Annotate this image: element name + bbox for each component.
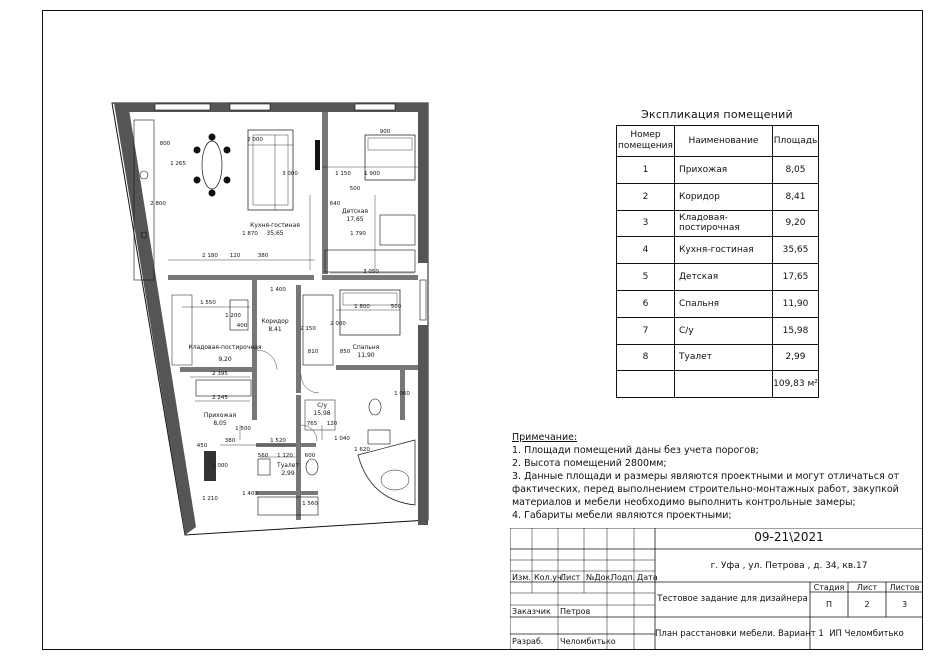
svg-text:11,90 — [357, 352, 374, 359]
dim-label: 1 500 — [235, 426, 251, 432]
dim-label: 120 — [326, 421, 338, 427]
wall-bedroom-bottom — [336, 365, 418, 370]
wall-kitchen-bottom — [168, 275, 314, 280]
dim-label: 1 790 — [350, 231, 366, 237]
wall-child-bottom — [322, 275, 418, 280]
tv-stand — [315, 140, 320, 170]
room-number: 4 — [617, 237, 675, 264]
svg-text:2,99 — [281, 470, 295, 477]
wall-wc-bottom — [256, 491, 318, 495]
dim-label: 2 000 — [330, 321, 346, 327]
room-area: 17,65 — [346, 216, 364, 223]
customer-label: Заказчик — [512, 607, 551, 616]
title-block — [510, 528, 923, 650]
room-name: Спальня — [675, 290, 773, 317]
room-number: 6 — [617, 290, 675, 317]
developer-name: Челомбитько — [560, 637, 616, 646]
dim-label: 1 870 — [242, 231, 258, 237]
room-name: Детская — [675, 264, 773, 291]
explication-title: Экспликация помещений — [641, 108, 793, 121]
dim-label: 1 120 — [277, 453, 293, 459]
table-header-row — [617, 126, 819, 157]
dim-label: 1 400 — [270, 287, 286, 293]
room-area: 17,65 — [773, 264, 819, 291]
room-name: Прихожая — [203, 412, 237, 419]
sign-col-header: Подп. — [611, 573, 636, 582]
note-line: материалов и мебели необходимо выполнить контрольные замеры; — [512, 497, 856, 508]
room-area: 8,41 — [268, 326, 282, 333]
dim-label: 850 — [339, 349, 351, 355]
bath-sink — [368, 430, 390, 444]
room-area: 35,65 — [773, 237, 819, 264]
room-area: 8,41 — [773, 183, 819, 210]
room-area: 8,05 — [213, 420, 227, 427]
dim-label: 1 265 — [170, 161, 186, 167]
dim-label: 1 520 — [270, 438, 286, 444]
room-area: 2,99 — [281, 470, 295, 477]
dim-label: 2 800 — [150, 201, 166, 207]
dim-label: 120 — [229, 253, 241, 259]
window-top-2 — [230, 104, 270, 110]
room-number: 2 — [617, 183, 675, 210]
table-total-row — [617, 371, 819, 398]
sheets-value: 3 — [901, 600, 908, 609]
svg-text:35,65 — [266, 230, 283, 237]
sink-icon — [140, 171, 148, 179]
svg-text:Прихожая — [204, 412, 237, 419]
svg-text:Туалет — [276, 462, 299, 469]
table-row — [617, 317, 819, 344]
company-name: ИП Челомбитько — [829, 629, 904, 639]
note-line: фактических, перед выполнением строительно-монтажных работ, закупкой — [512, 484, 899, 495]
room-name: Кладовая-постирочная — [675, 210, 773, 237]
bed — [340, 290, 400, 335]
dim-label: 600 — [304, 453, 316, 459]
customer-name: Петров — [560, 607, 591, 616]
svg-text:Детская — [342, 208, 368, 215]
dim-label: 810 — [307, 349, 319, 355]
dim-label: 1 040 — [334, 436, 350, 442]
dim-label: 800 — [159, 141, 171, 147]
room-name: Прихожая — [675, 157, 773, 184]
child-desk — [380, 215, 415, 245]
notes-block — [512, 431, 912, 522]
project-name: Тестовое задание для дизайнера — [657, 594, 808, 604]
room-number: 7 — [617, 317, 675, 344]
table-row — [617, 210, 819, 237]
dim-label: 560 — [257, 453, 269, 459]
dim-label: 1 210 — [202, 496, 218, 502]
table-row — [617, 183, 819, 210]
wall-right — [418, 103, 428, 263]
door-corridor — [257, 350, 277, 370]
note-line: 2. Высота помещений 2800мм; — [512, 458, 667, 469]
room-name: Туалет — [675, 344, 773, 371]
sheets-label: Листов — [889, 583, 920, 592]
dim-label: 380 — [224, 438, 236, 444]
window-right — [420, 280, 426, 320]
dim-label: 400 — [236, 323, 248, 329]
header-number: Номер помещения — [617, 126, 675, 157]
dim-label: 1 560 — [302, 501, 318, 507]
dim-label: 380 — [257, 253, 269, 259]
wall-wc-left — [296, 395, 301, 520]
table-row — [617, 290, 819, 317]
room-number: 1 — [617, 157, 675, 184]
wall-right-lower — [418, 325, 428, 525]
floor-plan — [100, 95, 435, 545]
doc-col-header: №Док. — [586, 573, 613, 582]
dim-label: 640 — [329, 201, 341, 207]
room-name: С/у — [317, 402, 327, 409]
room-area: 9,20 — [218, 356, 232, 363]
room-name: Кухня-гостиная — [250, 222, 300, 229]
total-area: 109,83 м² — [773, 371, 819, 398]
dim-label: 1 060 — [394, 391, 410, 397]
svg-text:17,65 — [346, 216, 363, 223]
dim-label: 900 — [379, 129, 391, 135]
wc-toilet — [306, 459, 318, 475]
room-name: Кладовая-постирочная — [188, 344, 262, 351]
window-top-3 — [355, 104, 395, 110]
svg-text:8,05 — [213, 420, 227, 427]
dim-label: 2 245 — [212, 395, 228, 401]
room-area: 9,20 — [773, 210, 819, 237]
dining-table — [202, 141, 222, 189]
sheet-value: 2 — [864, 600, 870, 609]
dim-label: 1 200 — [225, 313, 241, 319]
room-name: Коридор — [261, 318, 289, 325]
dim-label: 1 620 — [354, 447, 370, 453]
note-line: 4. Габариты мебели являются проектными; — [512, 510, 732, 521]
table-row — [617, 264, 819, 291]
svg-text:8,41 — [268, 326, 282, 333]
svg-text:С/у — [317, 402, 327, 409]
dim-label: 3 050 — [363, 269, 379, 275]
dim-label: 3 000 — [282, 171, 298, 177]
room-area: 8,05 — [773, 157, 819, 184]
svg-text:Коридор — [261, 318, 288, 325]
dim-label: 1 150 — [335, 171, 351, 177]
room-area: 2,99 — [773, 344, 819, 371]
dim-label: 500 — [349, 186, 361, 192]
date-col-header: Дата — [637, 573, 658, 582]
room-number: 5 — [617, 264, 675, 291]
dim-label: 1 800 — [354, 304, 370, 310]
table-row — [617, 344, 819, 371]
room-area: 11,90 — [357, 352, 375, 359]
room-name: С/у — [675, 317, 773, 344]
notes-title: Примечание: — [512, 432, 578, 443]
table-row — [617, 157, 819, 184]
room-area: 15,98 — [773, 317, 819, 344]
developer-label: Разраб. — [512, 637, 544, 646]
dim-label: 1 550 — [200, 300, 216, 306]
hall-wardrobe — [196, 380, 251, 396]
dim-label: 1 400 — [242, 491, 258, 497]
wall-kitchen-child — [322, 112, 328, 274]
wc-sink — [258, 459, 270, 475]
svg-text:Кладовая-постирочная — [188, 344, 261, 351]
drawing-name: План расстановки мебели. Вариант 1 — [655, 629, 824, 639]
note-line: 1. Площади помещений даны без учета порогов; — [512, 445, 759, 456]
svg-text:Спальня — [353, 344, 380, 351]
rev-col-header: Изм. — [512, 573, 531, 582]
svg-text:15,98 — [313, 410, 330, 417]
room-name: Кухня-гостиная — [675, 237, 773, 264]
room-area: 11,90 — [773, 290, 819, 317]
dim-label: 2 180 — [202, 253, 218, 259]
wall-bedroom-left — [296, 285, 301, 393]
dim-label: 500 — [390, 304, 402, 310]
project-address: г. Уфа , ул. Петрова , д. 34, кв.17 — [710, 561, 868, 571]
dim-label: 1 900 — [364, 171, 380, 177]
sheet-col-header: Лист — [560, 573, 581, 582]
room-area: 35,65 — [266, 230, 284, 237]
stage-value: П — [825, 600, 832, 609]
header-name: Наименование — [675, 126, 773, 157]
note-line: 3. Данные площади и размеры являются проектными и могут отличаться от — [512, 471, 900, 482]
bath-toilet — [369, 399, 381, 415]
svg-text:Кухня-гостиная — [250, 222, 300, 229]
header-area: Площадь — [773, 126, 819, 157]
room-name: Туалет — [277, 462, 299, 469]
room-area: 15,98 — [313, 410, 331, 417]
qty-col-header: Кол.уч. — [534, 573, 565, 582]
dim-label: 1 000 — [212, 463, 228, 469]
wall-left — [114, 103, 196, 535]
explication-table — [616, 125, 819, 398]
dim-label: 2 395 — [212, 371, 228, 377]
svg-text:9,20 — [218, 356, 232, 363]
dim-label: 2 000 — [247, 137, 263, 143]
project-code: 09-21\2021 — [754, 530, 824, 544]
sheet-label: Лист — [856, 583, 878, 592]
room-name: Детская — [341, 208, 369, 215]
dim-label: 450 — [196, 443, 208, 449]
room-number: 8 — [617, 344, 675, 371]
table-row — [617, 237, 819, 264]
room-name: Коридор — [675, 183, 773, 210]
dim-label: 765 — [306, 421, 318, 427]
door-wc — [301, 425, 317, 441]
door-bedroom — [301, 375, 319, 393]
stage-label: Стадия — [813, 583, 845, 592]
dim-label: 2 150 — [300, 326, 316, 332]
window-top-1 — [155, 104, 210, 110]
storage-shelf — [172, 295, 192, 365]
room-name: Спальня — [352, 344, 380, 351]
room-number: 3 — [617, 210, 675, 237]
